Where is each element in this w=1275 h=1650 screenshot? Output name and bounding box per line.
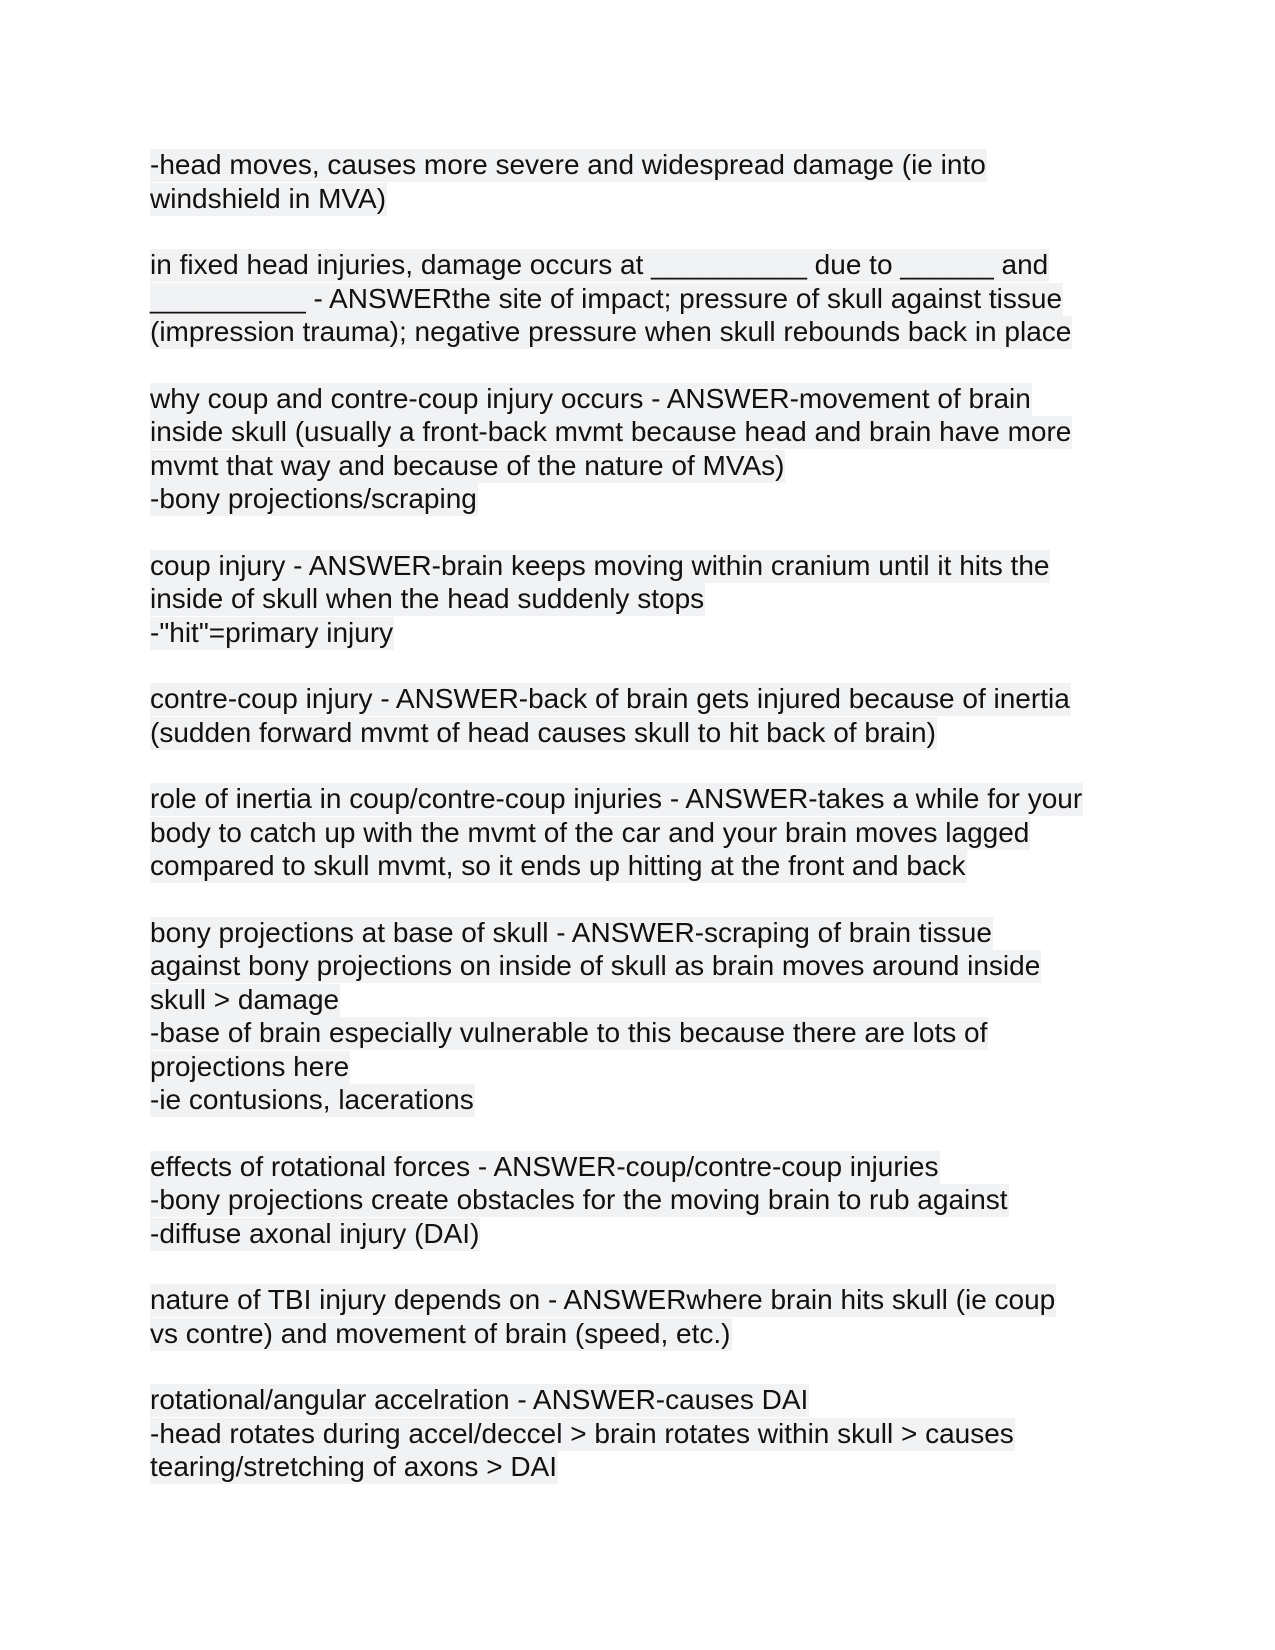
text-line: windshield in MVA) bbox=[150, 182, 387, 214]
text-line: compared to skull mvmt, so it ends up hitting at the front and back bbox=[150, 850, 966, 881]
text-line: rotational/angular accelration - ANSWER-causes DAI bbox=[150, 1384, 809, 1415]
qa-block-contre-coup bbox=[150, 682, 1150, 749]
text-line: (sudden forward mvmt of head causes skull to hit back of brain) bbox=[150, 716, 936, 748]
text-line: -ie contusions, lacerations bbox=[150, 1084, 474, 1115]
text-line: -bony projections/scraping bbox=[150, 483, 477, 514]
text-line: body to catch up with the mvmt of the car and your brain moves lagged bbox=[150, 816, 1030, 848]
text-line: (impression trauma); negative pressure when skull rebounds back in place bbox=[150, 316, 1072, 347]
qa-block-rotational-accel bbox=[150, 1383, 1150, 1484]
text-line: tearing/stretching of axons > DAI bbox=[150, 1451, 557, 1482]
text-line: -bony projections create obstacles for the moving brain to rub against bbox=[150, 1184, 1008, 1215]
text-line: skull > damage bbox=[150, 983, 340, 1015]
text-line: inside skull (usually a front-back mvmt because head and brain have more bbox=[150, 416, 1072, 447]
text-line: coup injury - ANSWER-brain keeps moving within cranium until it hits the bbox=[150, 549, 1050, 581]
text-line: nature of TBI injury depends on - ANSWERwhere brain hits skull (ie coup bbox=[150, 1284, 1056, 1315]
text-line: -head moves, causes more severe and widespread damage (ie into bbox=[150, 149, 986, 180]
qa-block-rotational-forces bbox=[150, 1150, 1150, 1251]
text-line: role of inertia in coup/contre-coup injuries - ANSWER-takes a while for your bbox=[150, 783, 1083, 814]
text-line: bony projections at base of skull - ANSWER-scraping of brain tissue bbox=[150, 916, 992, 948]
qa-block-fixed-head bbox=[150, 248, 1150, 349]
text-line: inside of skull when the head suddenly stops bbox=[150, 583, 705, 614]
qa-block-head-moves bbox=[150, 148, 1150, 215]
qa-block-coup-injury bbox=[150, 549, 1150, 650]
qa-block-role-inertia bbox=[150, 782, 1150, 883]
qa-block-bony-projections bbox=[150, 916, 1150, 1117]
text-line: -head rotates during accel/deccel > brain rotates within skull > causes bbox=[150, 1417, 1014, 1449]
text-line: -base of brain especially vulnerable to this because there are lots of bbox=[150, 1017, 988, 1048]
text-line: why coup and contre-coup injury occurs - ANSWER-movement of brain bbox=[150, 382, 1031, 414]
text-line: vs contre) and movement of brain (speed, etc.) bbox=[150, 1317, 731, 1349]
text-line: effects of rotational forces - ANSWER-coup/contre-coup injuries bbox=[150, 1150, 939, 1182]
qa-block-nature-tbi bbox=[150, 1283, 1150, 1350]
text-line: __________ - ANSWERthe site of impact; pressure of skull against tissue bbox=[150, 282, 1063, 314]
document-content bbox=[150, 148, 1150, 1517]
text-line: mvmt that way and because of the nature of MVAs) bbox=[150, 449, 785, 481]
text-line: -"hit"=primary injury bbox=[150, 616, 394, 648]
text-line: projections here bbox=[150, 1050, 350, 1082]
text-line: contre-coup injury - ANSWER-back of brain gets injured because of inertia bbox=[150, 683, 1070, 714]
text-line: against bony projections on inside of skull as brain moves around inside bbox=[150, 950, 1041, 981]
text-line: in fixed head injuries, damage occurs at __________ due to ______ and bbox=[150, 249, 1049, 280]
text-line: -diffuse axonal injury (DAI) bbox=[150, 1217, 480, 1249]
qa-block-why-coup bbox=[150, 382, 1150, 516]
